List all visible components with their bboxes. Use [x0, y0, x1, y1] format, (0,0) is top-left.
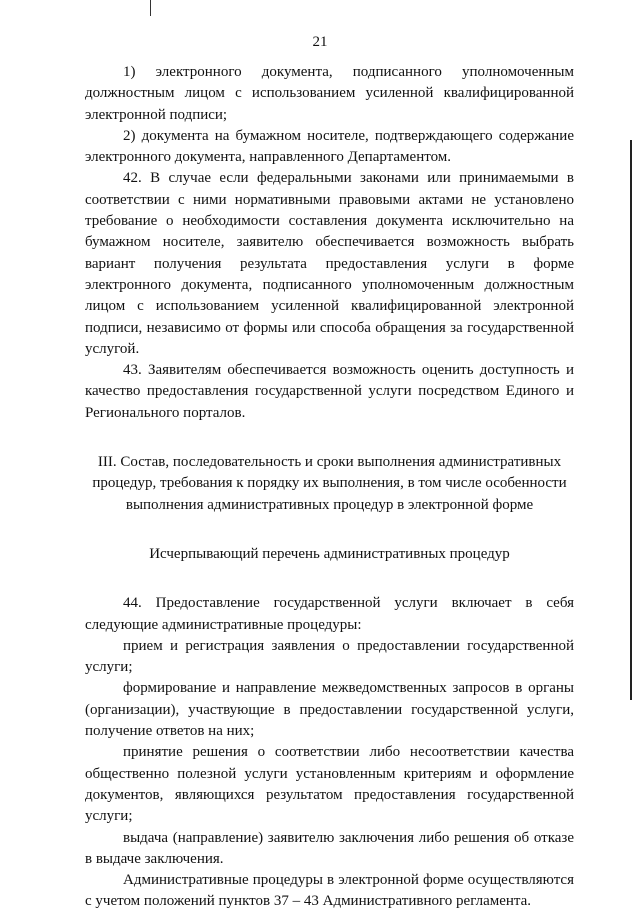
scan-edge-mark-top: [150, 0, 151, 16]
procedure-item: прием и регистрация заявления о предоставлении государственной услуги;: [85, 637, 574, 676]
paragraph-42: 42. В случае если федеральными законами или принимаемыми в соответствии с ними нормативными правовыми актами не установлено требование о необходимости составления документа исключительно на бумажном носителе, заявителю обеспечивается возможность выбрать вариант получения результата предоставления услуги в форме электронного документа, подписанного уполномоченным должностным лицом с использованием усиленной квалифицированной электронной подписи, независимо от формы или способа обращения за государственной услугой.: [85, 170, 574, 357]
spacer: [85, 516, 574, 544]
spacer: [85, 424, 574, 452]
procedure-item: принятие решения о соответствии либо несоответствии качества общественно полезной услуги установленным критериям и оформление документов, являющихся результатом предоставления государственной услуги;: [85, 744, 574, 825]
scan-edge-mark-right: [630, 140, 632, 700]
page-number: 21: [312, 34, 328, 50]
paragraph-43: 43. Заявителям обеспечивается возможность оценить доступность и качество предоставления государственной услуги посредством Единого и Регионального порталов.: [85, 362, 574, 421]
document-body: [85, 62, 574, 913]
paragraph-closing: Административные процедуры в электронной форме осуществляются с учетом положений пунктов 37 – 43 Административного регламента.: [85, 872, 574, 910]
procedure-item: формирование и направление межведомственных запросов в органы (организации), участвующие в предоставлении государственной услуги, получение ответов на них;: [85, 680, 574, 740]
subsection-heading: Исчерпывающий перечень административных процедур: [149, 545, 510, 562]
paragraph-item-2: 2) документа на бумажном носителе, подтверждающего содержание электронного документа, направленного Департаментом.: [85, 127, 574, 166]
section-heading: III. Состав, последовательность и сроки выполнения административных процедур, требования к порядку их выполнения, в том числе особенности выполнения административных процедур в электронной форме: [92, 454, 567, 513]
spacer: [85, 565, 574, 593]
paragraph-44: 44. Предоставление государственной услуги включает в себя следующие административные процедуры:: [85, 595, 574, 633]
paragraph-item-1: 1) электронного документа, подписанного уполномоченным должностным лицом с использованием усиленной квалифицированной электронной подписи;: [85, 64, 574, 123]
procedure-item: выдача (направление) заявителю заключения либо решения об отказе в выдаче заключения.: [85, 829, 574, 867]
